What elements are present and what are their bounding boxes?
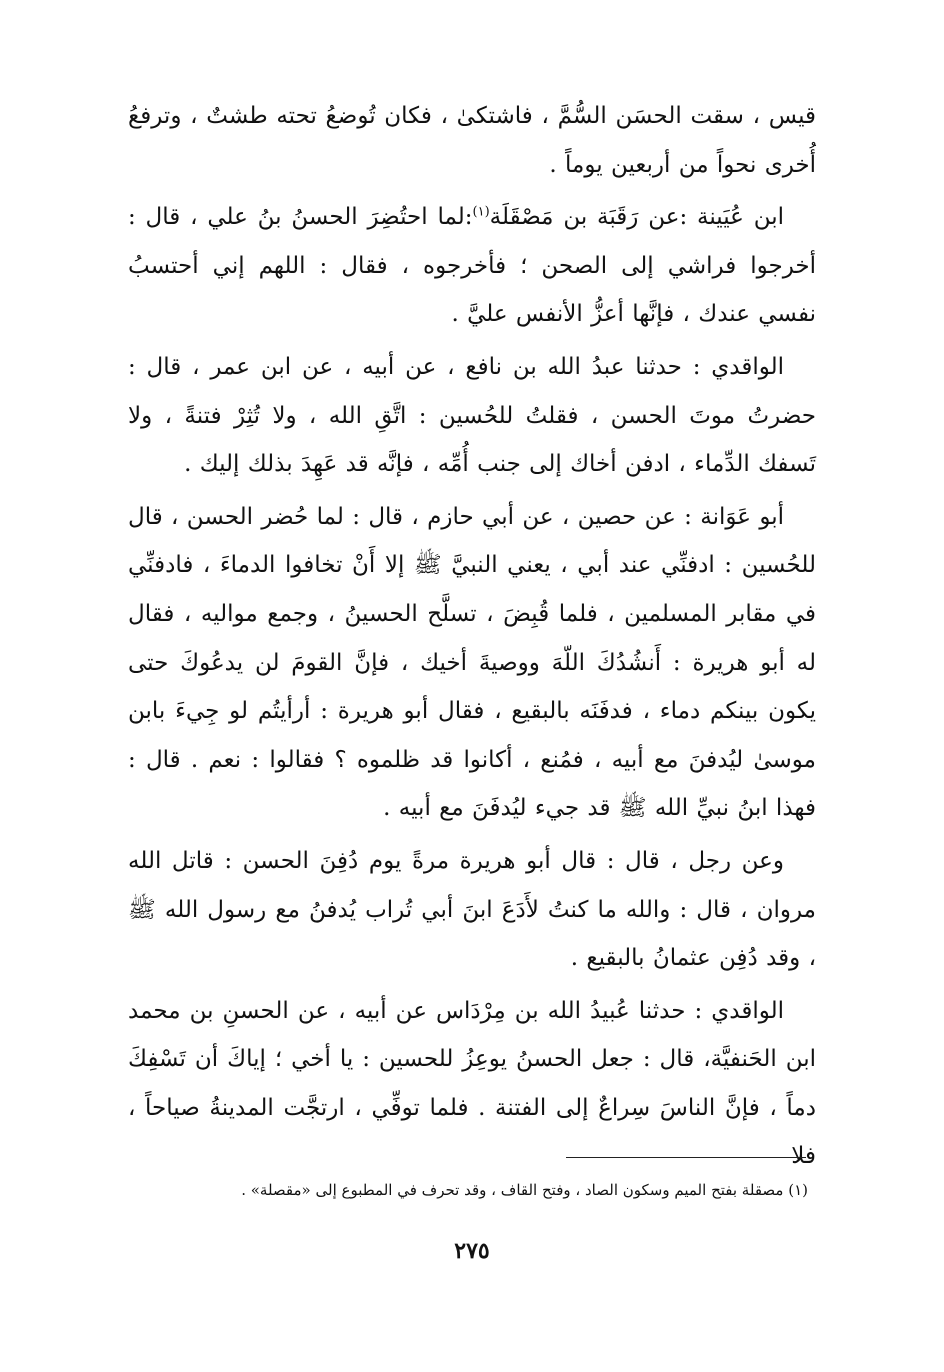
footnote-reference: (١) xyxy=(472,204,490,220)
footnote: (١) مصقلة بفتح الميم وسكون الصاد ، وفتح القاف ، وقد تحرف في المطبوع إلى «مقصلة» . xyxy=(241,1181,808,1199)
footnote-separator xyxy=(566,1157,806,1158)
paragraph-6: الواقدي : حدثنا عُبيدُ الله بن مِرْدَاس عن أبيه ، عن الحسنِ بن محمد ابن الحَنفيَّة، قال : جعل الحسنُ يوعِزُ للحسين : يا أخي ؛ إياكَ أن تَسْفِكَ دماً ، فإنَّ الناسَ سِراعٌ إلى الفتنة . فلما توفِّي ، ارتجَّت المدينةُ صياحاً ، فلا xyxy=(128,997,816,1170)
paragraph-2-start: ابن عُيَينة :عن رَقَبَة بن مَصْقَلَة xyxy=(489,204,785,231)
paragraph-3: الواقدي : حدثنا عبدُ الله بن نافع ، عن أبيه ، عن ابن عمر ، قال : حضرتُ موتَ الحسن ، فقلتُ للحُسين : اتَّقِ الله ، ولا تُثِرْ فتنةً ، ولا تَسفك الدِّماء ، ادفن أخاك إلى جنب أُمِّه ، فإنَّه قد عَهِدَ بذلك إليك . xyxy=(128,353,816,478)
paragraph-1: قيس ، سقت الحسَن السُّمَّ ، فاشتكىٰ ، فكان تُوضعُ تحته طشتٌ ، وترفعُ أُخرى نحواً من أربعين يوماً . xyxy=(128,103,816,178)
paragraph-5: وعن رجل ، قال : قال أبو هريرة مرةً يوم دُفِنَ الحسن : قاتل الله مروان ، قال : والله ما كنتُ لأَدَعَ ابنَ أبي تُراب يُدفنُ مع رسول الله ﷺ ، وقد دُفِن عثمانُ بالبقيع . xyxy=(128,847,816,972)
paragraph-2-rest: :لما احتُضِرَ الحسنُ بنُ علي ، قال : أخرجوا فراشي إلى الصحن ؛ فأخرجوه ، فقال : اللهم إني أحتسبُ نفسي عندك ، فإنَّها أعزُّ الأنفس عليَّ . xyxy=(128,204,816,328)
main-text xyxy=(128,92,816,1185)
paragraph-4: أبو عَوَانة : عن حصين ، عن أبي حازم ، قال : لما حُضر الحسن ، قال للحُسين : ادفنِّي عند أبي ، يعني النبيَّ ﷺ إلا أَنْ تخافوا الدماءَ ، فادفنِّي في مقابر المسلمين ، فلما قُبِضَ ، تسلَّح الحسينُ ، وجمع مواليه ، فقال له أبو هريرة : أَنشُدُكَ اللّهَ ووصيةَ أخيك ، فإنَّ القومَ لن يدعُوكَ حتى يكون بينكم دماء ، فدفَنَه بالبقيع ، فقال أبو هريرة : أرأيتُم لو جِيءَ بابن موسىٰ ليُدفنَ مع أبيه ، فمُنع ، أكانوا قد ظلموه ؟ فقالوا : نعم . قال : فهذا ابنُ نبيِّ الله ﷺ قد جيء ليُدفَنَ مع أبيه . xyxy=(128,503,816,822)
page-number: ٢٧٥ xyxy=(454,1238,490,1264)
paragraph-2 xyxy=(128,193,816,339)
